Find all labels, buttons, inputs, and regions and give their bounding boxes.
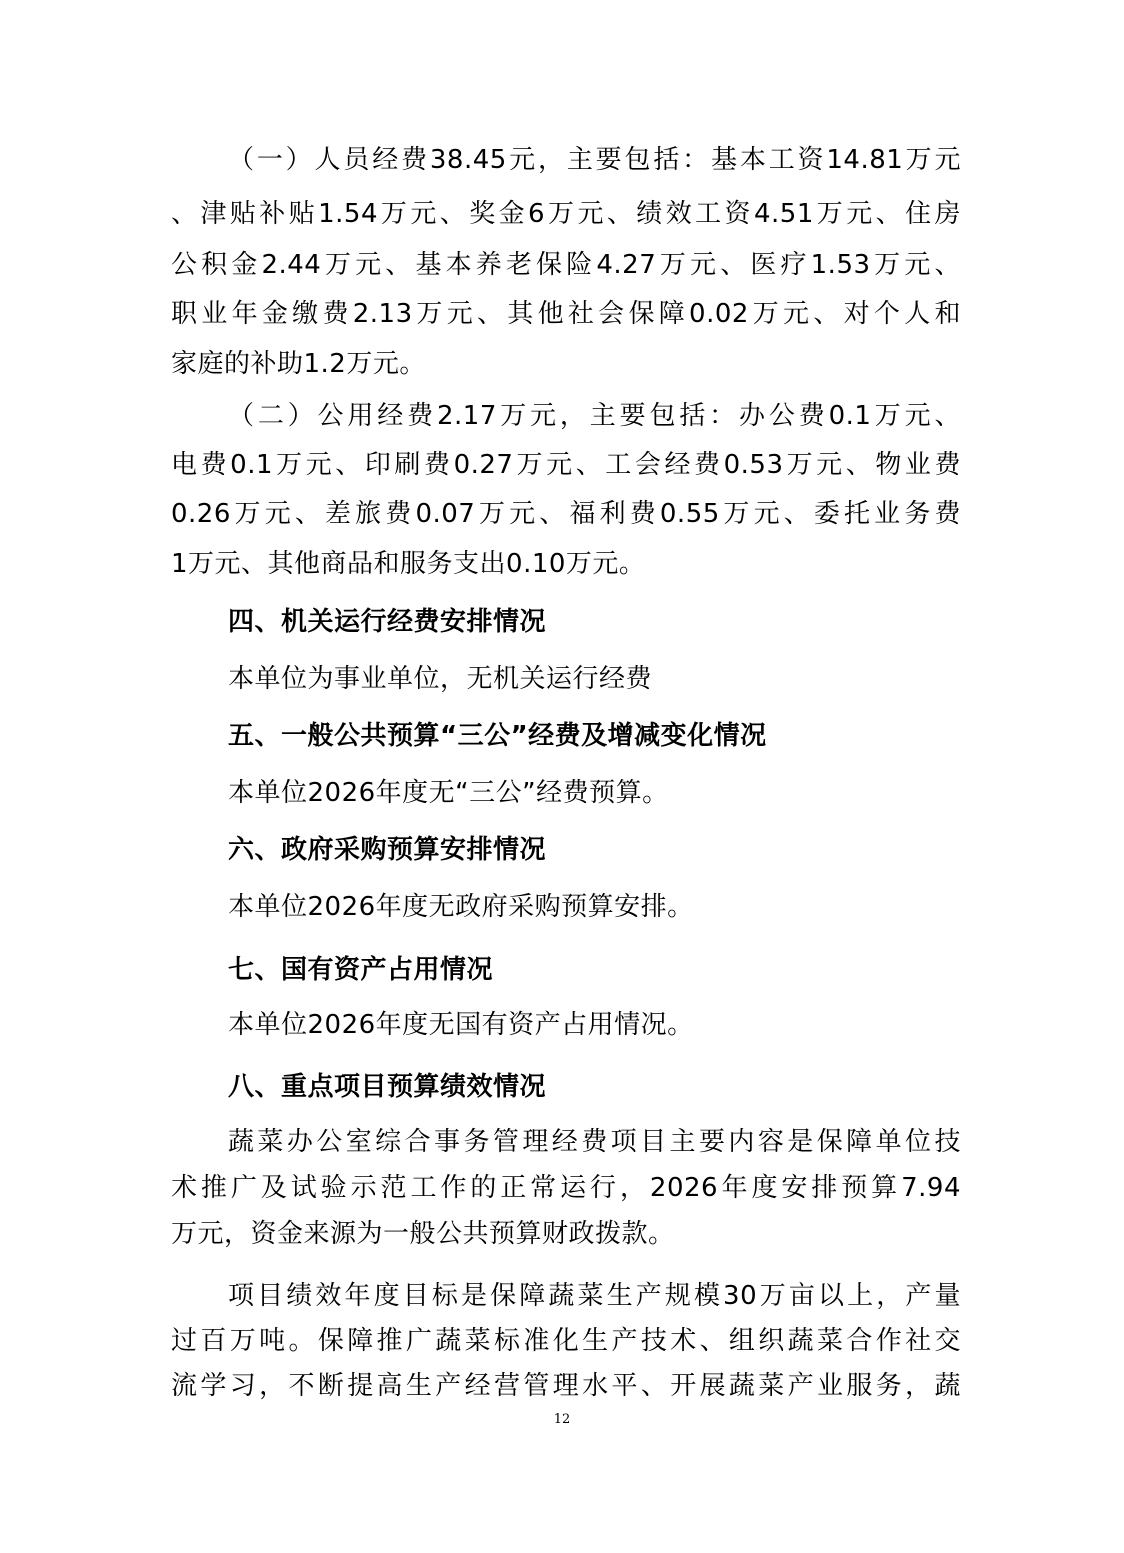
paragraph-personnel-line-5: 家庭的补助1.2万元。 <box>171 349 426 379</box>
page-number: 12 <box>553 1412 571 1427</box>
paragraph-project-line-2: 术推广及试验示范工作的正常运行，2026年度安排预算7.94 <box>171 1173 961 1203</box>
section-heading-7: 七、国有资产占用情况 <box>228 955 494 985</box>
paragraph-public-line-3: 0.26万元、差旅费0.07万元、福利费0.55万元、委托业务费 <box>171 499 961 529</box>
paragraph-goal-line-3: 流学习，不断提高生产经营管理水平、开展蔬菜产业服务，蔬 <box>171 1371 961 1401</box>
paragraph-personnel-line-3: 公积金2.44万元、基本养老保险4.27万元、医疗1.53万元、 <box>171 250 961 280</box>
paragraph-personnel-line-4: 职业年金缴费2.13万元、其他社会保障0.02万元、对个人和 <box>171 299 961 329</box>
section-heading-8: 八、重点项目预算绩效情况 <box>228 1072 547 1102</box>
section-body-4: 本单位为事业单位，无机关运行经费 <box>228 664 653 694</box>
paragraph-personnel-line-1: （一）人员经费38.45元，主要包括：基本工资14.81万元 <box>228 145 961 175</box>
section-body-7: 本单位2026年度无国有资产占用情况。 <box>228 1010 694 1040</box>
paragraph-personnel-line-2: 、津贴补贴1.54万元、奖金6万元、绩效工资4.51万元、住房 <box>171 199 961 229</box>
paragraph-goal-line-1: 项目绩效年度目标是保障蔬菜生产规模30万亩以上，产量 <box>228 1281 961 1311</box>
paragraph-project-line-1: 蔬菜办公室综合事务管理经费项目主要内容是保障单位技 <box>228 1127 961 1157</box>
section-body-6: 本单位2026年度无政府采购预算安排。 <box>228 892 694 922</box>
section-heading-4: 四、机关运行经费安排情况 <box>228 607 547 637</box>
section-body-5: 本单位2026年度无“三公”经费预算。 <box>228 778 669 808</box>
paragraph-goal-line-2: 过百万吨。保障推广蔬菜标准化生产技术、组织蔬菜合作社交 <box>171 1326 961 1356</box>
paragraph-public-line-2: 电费0.1万元、印刷费0.27万元、工会经费0.53万元、物业费 <box>171 450 961 480</box>
paragraph-public-line-1: （二）公用经费2.17万元，主要包括：办公费0.1万元、 <box>228 401 961 431</box>
section-heading-6: 六、政府采购预算安排情况 <box>228 835 547 865</box>
paragraph-public-line-4: 1万元、其他商品和服务支出0.10万元。 <box>171 549 646 579</box>
paragraph-project-line-3: 万元，资金来源为一般公共预算财政拨款。 <box>171 1219 675 1249</box>
section-heading-5: 五、一般公共预算“三公”经费及增减变化情况 <box>228 721 767 751</box>
